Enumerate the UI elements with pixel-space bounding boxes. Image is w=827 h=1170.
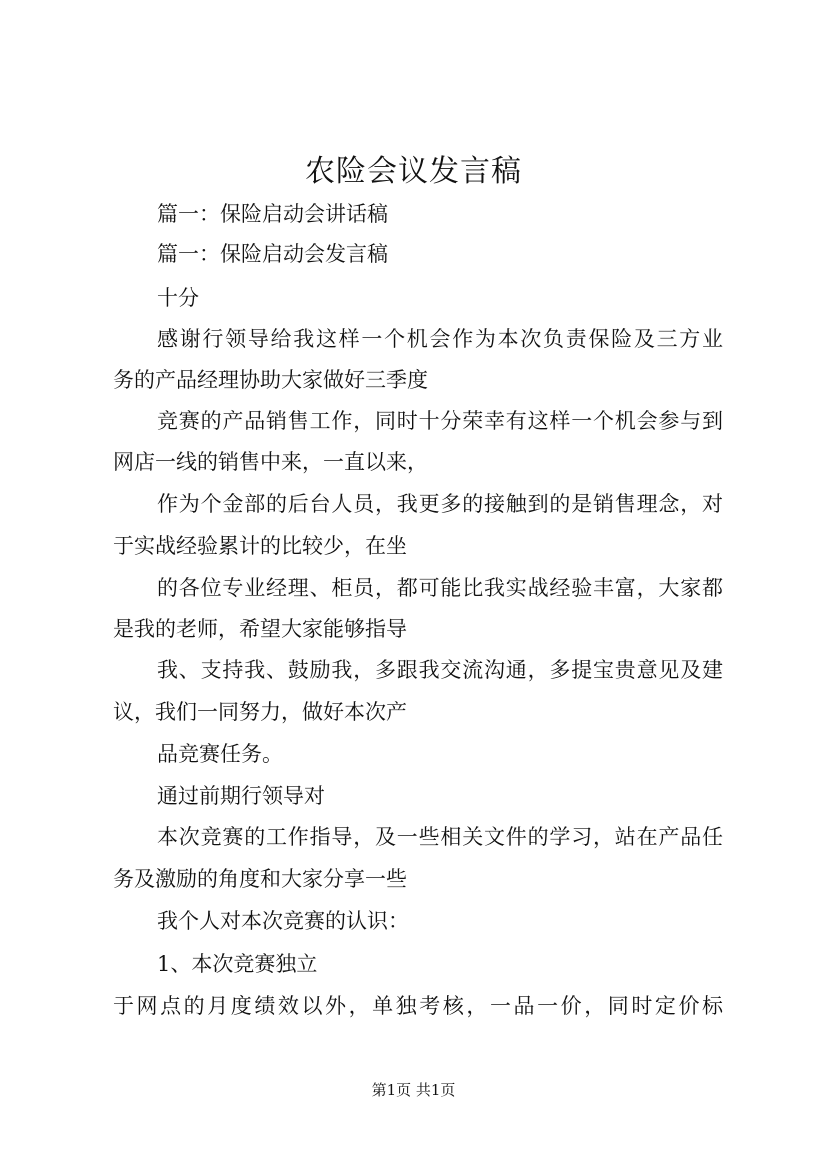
- paragraph-line: 本次竞赛的工作指导，及一些相关文件的学习，站在产品任: [157, 825, 723, 849]
- paragraph-line: 十分: [157, 286, 199, 310]
- paragraph-line: 感谢行领导给我这样一个机会作为本次负责保险及三方业: [157, 327, 723, 351]
- paragraph-line: 议，我们一同努力，做好本次产: [113, 700, 407, 724]
- paragraph-line: 通过前期行领导对: [157, 784, 325, 808]
- paragraph-line: 务的产品经理协助大家做好三季度: [113, 368, 428, 392]
- paragraph-line: 竞赛的产品销售工作，同时十分荣幸有这样一个机会参与到: [157, 409, 723, 433]
- paragraph-line: 品竞赛任务。: [157, 742, 283, 766]
- paragraph-line: 作为个金部的后台人员，我更多的接触到的是销售理念，对: [157, 492, 723, 516]
- paragraph-line: 篇一：保险启动会讲话稿: [157, 202, 388, 226]
- paragraph-line: 我、支持我、鼓励我，多跟我交流沟通，多提宝贵意见及建: [157, 658, 723, 682]
- paragraph-line: 篇一：保险启动会发言稿: [157, 242, 388, 266]
- paragraph-line: 务及激励的角度和大家分享一些: [113, 867, 407, 891]
- paragraph-line: 于网点的月度绩效以外，单独考核，一品一价，同时定价标: [113, 994, 723, 1018]
- paragraph-line: 我个人对本次竞赛的认识：: [157, 909, 409, 933]
- page-footer: 第1页 共1页: [371, 1081, 456, 1099]
- paragraph-line: 的各位专业经理、柜员，都可能比我实战经验丰富，大家都: [157, 576, 723, 600]
- paragraph-line: 1、本次竞赛独立: [157, 952, 318, 976]
- document-title: 农险会议发言稿: [305, 154, 522, 189]
- paragraph-line: 于实战经验累计的比较少，在坐: [113, 534, 407, 558]
- paragraph-line: 网店一线的销售中来，一直以来，: [113, 450, 428, 474]
- paragraph-line: 是我的老师，希望大家能够指导: [113, 617, 407, 641]
